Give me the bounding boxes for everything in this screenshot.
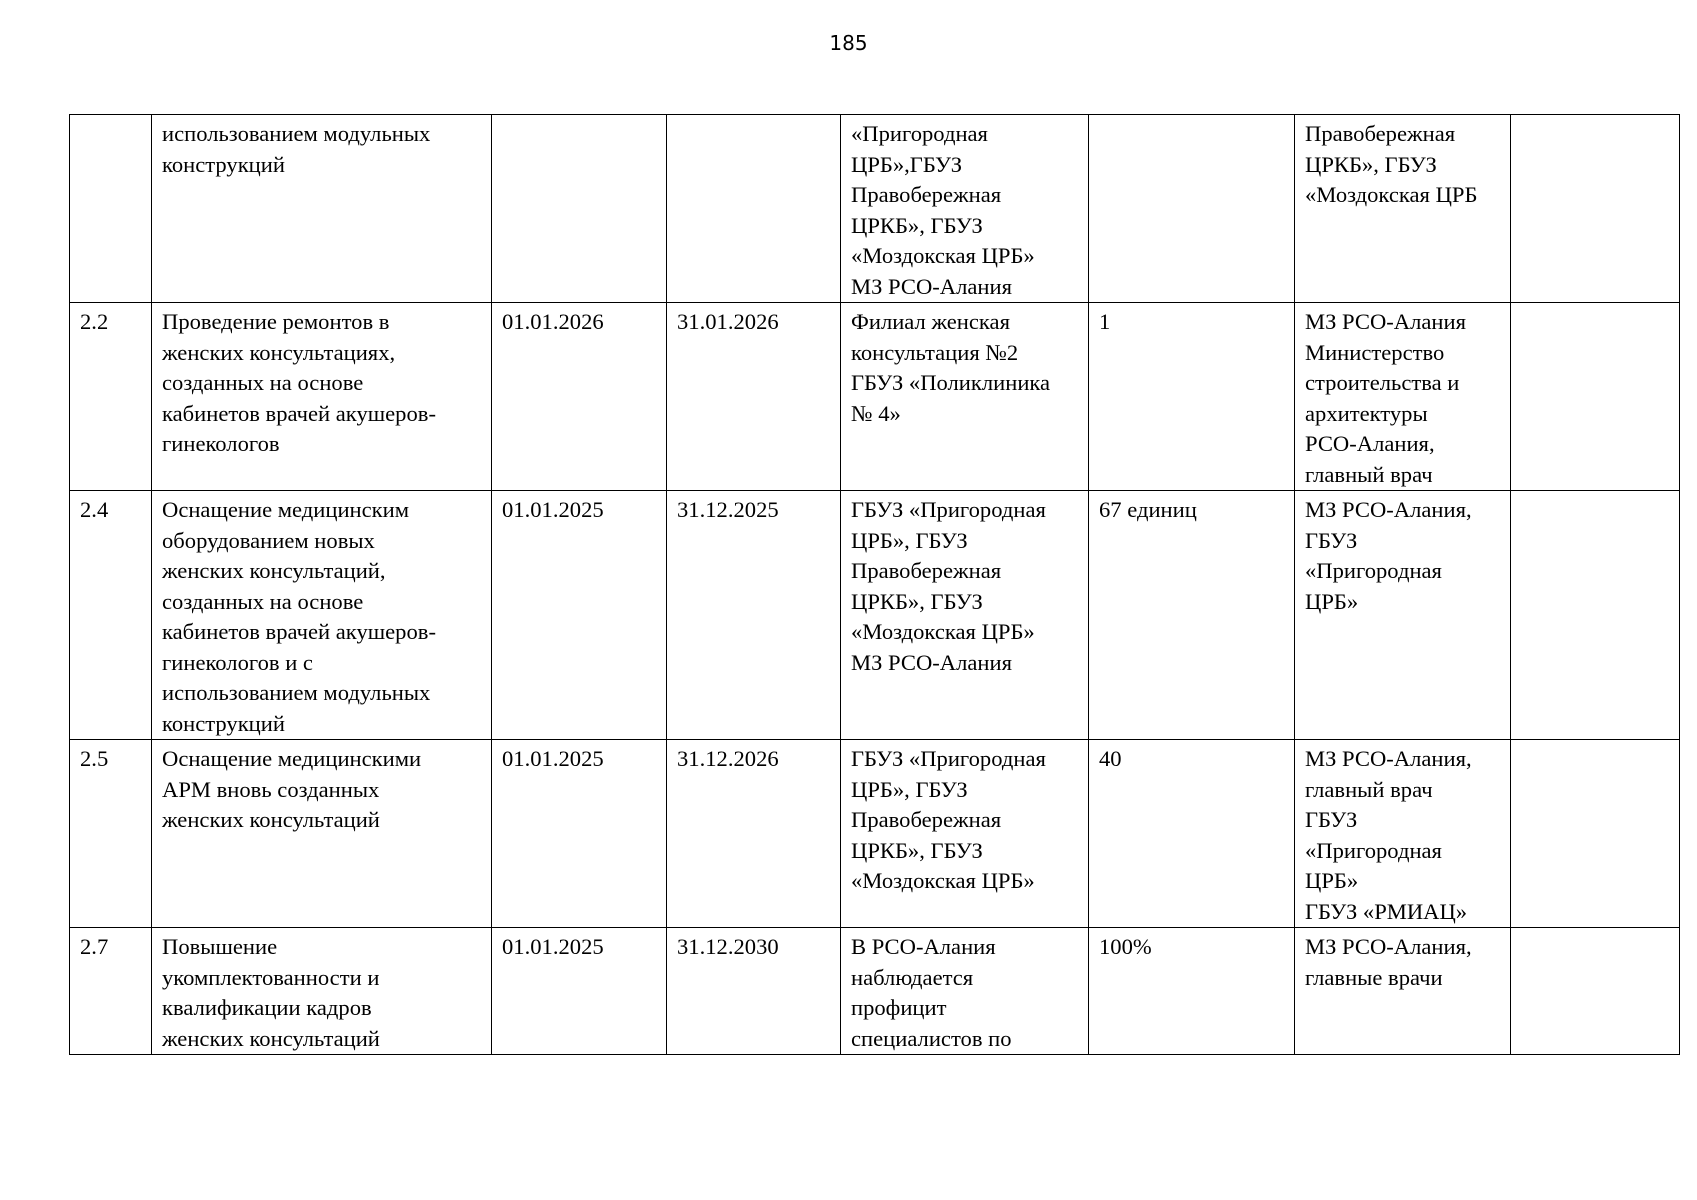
- note-cell: [1511, 740, 1680, 928]
- result-cell: [1089, 115, 1295, 303]
- event-cell: Проведение ремонтов в женских консультациях, созданных на основе кабинетов врачей акушеров- гинекологов: [152, 303, 492, 491]
- object-cell: ГБУЗ «Пригородная ЦРБ», ГБУЗ Правобережная ЦРКБ», ГБУЗ «Моздокская ЦРБ»: [841, 740, 1089, 928]
- result-cell: 40: [1089, 740, 1295, 928]
- responsible-cell: Правобережная ЦРКБ», ГБУЗ «Моздокская ЦРБ: [1295, 115, 1511, 303]
- page-number: 185: [829, 31, 868, 55]
- table-row: [70, 740, 1680, 928]
- end-date-cell: [667, 115, 841, 303]
- note-cell: [1511, 928, 1680, 1055]
- object-cell: ГБУЗ «Пригородная ЦРБ», ГБУЗ Правобережная ЦРКБ», ГБУЗ «Моздокская ЦРБ» МЗ РСО-Алания: [841, 491, 1089, 740]
- table-row: [70, 491, 1680, 740]
- result-cell: 100%: [1089, 928, 1295, 1055]
- note-cell: [1511, 115, 1680, 303]
- responsible-cell: МЗ РСО-Алания, ГБУЗ «Пригородная ЦРБ»: [1295, 491, 1511, 740]
- end-date-cell: 31.12.2025: [667, 491, 841, 740]
- table-row: [70, 303, 1680, 491]
- start-date-cell: 01.01.2026: [492, 303, 667, 491]
- activity-table: [69, 114, 1680, 1055]
- start-date-cell: [492, 115, 667, 303]
- event-cell: использованием модульных конструкций: [152, 115, 492, 303]
- responsible-cell: МЗ РСО-Алания, главный врач ГБУЗ «Пригородная ЦРБ» ГБУЗ «РМИАЦ»: [1295, 740, 1511, 928]
- end-date-cell: 31.12.2030: [667, 928, 841, 1055]
- object-cell: Филиал женская консультация №2 ГБУЗ «Поликлиника № 4»: [841, 303, 1089, 491]
- object-cell: «Пригородная ЦРБ»,ГБУЗ Правобережная ЦРКБ», ГБУЗ «Моздокская ЦРБ» МЗ РСО-Алания: [841, 115, 1089, 303]
- item-number-cell: 2.4: [70, 491, 152, 740]
- start-date-cell: 01.01.2025: [492, 491, 667, 740]
- event-cell: Оснащение медицинскими АРМ вновь созданных женских консультаций: [152, 740, 492, 928]
- item-number-cell: 2.7: [70, 928, 152, 1055]
- event-cell: Оснащение медицинским оборудованием новых женских консультаций, созданных на основе кабинетов врачей акушеров- гинекологов и с использованием модульных конструкций: [152, 491, 492, 740]
- start-date-cell: 01.01.2025: [492, 928, 667, 1055]
- item-number-cell: 2.2: [70, 303, 152, 491]
- start-date-cell: 01.01.2025: [492, 740, 667, 928]
- event-cell: Повышение укомплектованности и квалификации кадров женских консультаций: [152, 928, 492, 1055]
- object-cell: В РСО-Алания наблюдается профицит специалистов по: [841, 928, 1089, 1055]
- result-cell: 1: [1089, 303, 1295, 491]
- table-row: [70, 115, 1680, 303]
- item-number-cell: 2.5: [70, 740, 152, 928]
- responsible-cell: МЗ РСО-Алания Министерство строительства и архитектуры РСО-Алания, главный врач: [1295, 303, 1511, 491]
- end-date-cell: 31.01.2026: [667, 303, 841, 491]
- result-cell: 67 единиц: [1089, 491, 1295, 740]
- note-cell: [1511, 491, 1680, 740]
- end-date-cell: 31.12.2026: [667, 740, 841, 928]
- responsible-cell: МЗ РСО-Алания, главные врачи: [1295, 928, 1511, 1055]
- table-row: [70, 928, 1680, 1055]
- note-cell: [1511, 303, 1680, 491]
- item-number-cell: [70, 115, 152, 303]
